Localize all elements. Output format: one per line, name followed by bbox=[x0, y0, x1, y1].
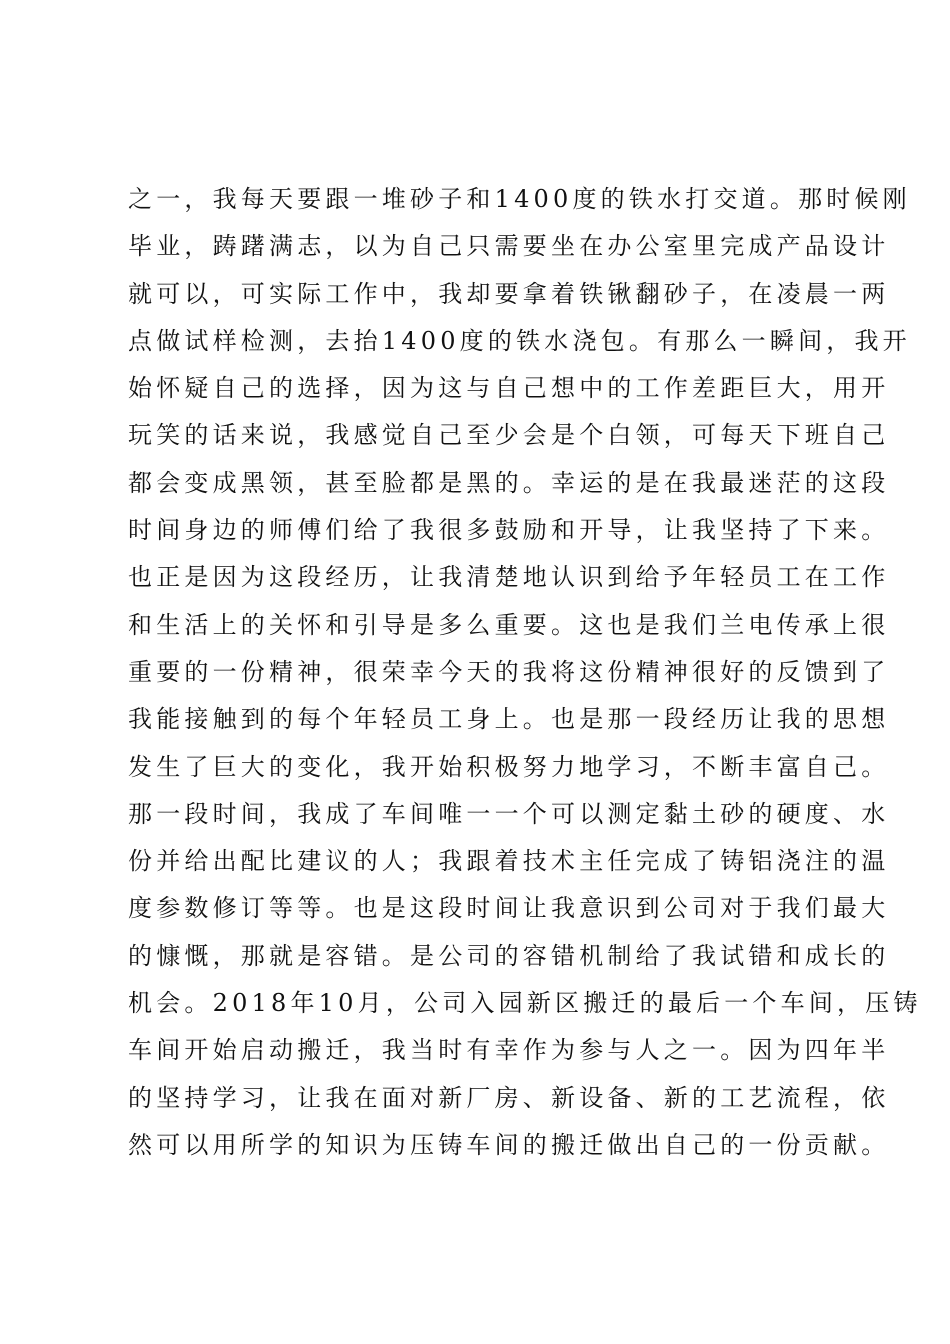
text-line: 和生活上的关怀和引导是多么重要。这也是我们兰电传承上很 bbox=[128, 610, 890, 639]
text-line: 发生了巨大的变化，我开始积极努力地学习，不断丰富自己。 bbox=[128, 752, 890, 781]
text-line: 我能接触到的每个年轻员工身上。也是那一段经历让我的思想 bbox=[128, 705, 890, 734]
text-line: 就可以，可实际工作中，我却要拿着铁锹翻砂子，在凌晨一两 bbox=[128, 279, 890, 308]
text-line: 玩笑的话来说，我感觉自己至少会是个白领，可每天下班自己 bbox=[128, 421, 890, 450]
text-line: 也正是因为这段经历，让我清楚地认识到给予年轻员工在工作 bbox=[128, 563, 890, 592]
text-line: 毕业，踌躇满志，以为自己只需要坐在办公室里完成产品设计 bbox=[128, 232, 890, 261]
text-line: 时间身边的师傅们给了我很多鼓励和开导，让我坚持了下来。 bbox=[128, 516, 890, 545]
text-line: 度参数修订等等。也是这段时间让我意识到公司对于我们最大 bbox=[128, 894, 890, 923]
text-line: 的坚持学习，让我在面对新厂房、新设备、新的工艺流程，依 bbox=[128, 1083, 890, 1112]
text-line: 份并给出配比建议的人；我跟着技术主任完成了铸铝浇注的温 bbox=[128, 847, 890, 876]
text-line: 的慷慨，那就是容错。是公司的容错机制给了我试错和成长的 bbox=[128, 941, 890, 970]
text-line: 都会变成黑领，甚至脸都是黑的。幸运的是在我最迷茫的这段 bbox=[128, 468, 890, 497]
text-line: 点做试样检测，去抬1400度的铁水浇包。有那么一瞬间，我开 bbox=[128, 326, 911, 355]
text-line: 车间开始启动搬迁，我当时有幸作为参与人之一。因为四年半 bbox=[128, 1036, 890, 1065]
text-line: 那一段时间，我成了车间唯一一个可以测定黏土砂的硬度、水 bbox=[128, 799, 890, 828]
text-line: 重要的一份精神，很荣幸今天的我将这份精神很好的反馈到了 bbox=[128, 657, 890, 686]
body-paragraph bbox=[128, 176, 922, 1169]
text-line: 之一，我每天要跟一堆砂子和1400度的铁水打交道。那时候刚 bbox=[128, 185, 911, 213]
text-line: 机会。2018年10月，公司入园新区搬迁的最后一个车间，压铸 bbox=[128, 989, 922, 1018]
text-line: 始怀疑自己的选择，因为这与自己想中的工作差距巨大，用开 bbox=[128, 374, 890, 403]
text-line: 然可以用所学的知识为压铸车间的搬迁做出自己的一份贡献。 bbox=[128, 1130, 890, 1159]
